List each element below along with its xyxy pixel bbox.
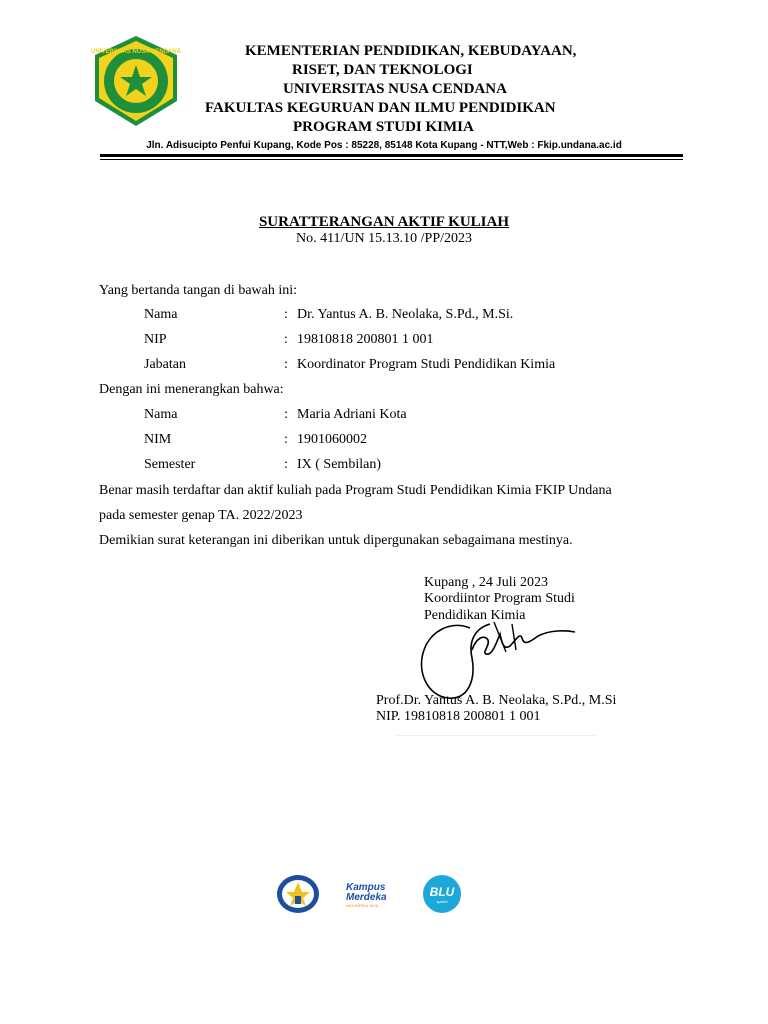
colon: : [284, 457, 288, 472]
merdeka-text: Merdeka [346, 892, 387, 903]
logo-text: UNIVERSITAS NUSA CENDANA [90, 49, 182, 55]
blu-text: BLU [429, 885, 455, 899]
header-line-1: KEMENTERIAN PENDIDIKAN, KEBUDAYAAN, [245, 43, 577, 59]
signer-name: Prof.Dr. Yantus A. B. Neolaka, S.Pd., M.Si [376, 693, 617, 708]
student-nim-value: 1901060002 [297, 432, 367, 447]
kampus-tagline: INDONESIA JAYA [346, 903, 379, 908]
header-divider-thin [100, 159, 683, 160]
signer-name-value: Dr. Yantus A. B. Neolaka, S.Pd., M.Si. [297, 307, 514, 322]
colon: : [284, 357, 288, 372]
address-line: Jln. Adisucipto Penfui Kupang, Kode Pos : 85228, 85148 Kota Kupang - NTT,Web : Fkip.undana.ac.id [146, 140, 622, 151]
body-line-2: pada semester genap TA. 2022/2023 [99, 508, 303, 523]
closing-text: Demikian surat keterangan ini diberikan untuk dipergunakan sebagaimana mestinya. [99, 533, 573, 548]
signature-divider [397, 735, 595, 736]
student-semester-label: Semester [144, 457, 196, 472]
letter-title: SURATTERANGAN AKTIF KULIAH [258, 214, 510, 230]
colon: : [284, 432, 288, 447]
header-line-5: PROGRAM STUDI KIMIA [293, 119, 474, 135]
student-nim-label: NIM [144, 432, 172, 447]
header-line-4: FAKULTAS KEGURUAN DAN ILMU PENDIDIKAN [205, 100, 556, 116]
colon: : [284, 332, 288, 347]
middle-text: Dengan ini menerangkan bahwa: [99, 382, 284, 397]
signer-position-value: Koordinator Program Studi Pendidikan Kimia [297, 357, 556, 372]
signer-nip-value: 19810818 200801 1 001 [297, 332, 434, 347]
header-line-3: UNIVERSITAS NUSA CENDANA [283, 81, 507, 97]
colon: : [284, 407, 288, 422]
signer-position-label: Jabatan [144, 357, 186, 372]
kampus-text: Kampus [346, 882, 386, 893]
letter-number: No. 411/UN 15.13.10 /PP/2023 [295, 231, 473, 246]
university-logo [90, 35, 182, 127]
kampus-merdeka-logo [344, 874, 396, 914]
signer-role-line-1: Koordiintor Program Studi [424, 591, 575, 606]
handwritten-signature [410, 610, 585, 705]
student-name-value: Maria Adriani Kota [297, 407, 407, 422]
student-semester-value: IX ( Sembilan) [297, 457, 381, 472]
tut-wuri-handayani-logo [276, 874, 320, 914]
colon: : [284, 307, 288, 322]
student-name-label: Nama [144, 407, 178, 422]
signer-nip-label: NIP [144, 332, 167, 347]
header-line-2: RISET, DAN TEKNOLOGI [292, 62, 473, 78]
header-divider-thick [100, 154, 683, 157]
signer-name-label: Nama [144, 307, 178, 322]
body-line-1: Benar masih terdaftar dan aktif kuliah pada Program Studi Pendidikan Kimia FKIP Undana [99, 483, 612, 498]
intro-text: Yang bertanda tangan di bawah ini: [99, 283, 298, 298]
signer-nip: NIP. 19810818 200801 1 001 [376, 709, 541, 724]
place-date: Kupang , 24 Juli 2023 [424, 575, 549, 590]
blu-subtext: speed [436, 899, 448, 904]
blu-logo [418, 874, 466, 914]
signer-role-line-2: Pendidikan Kimia [424, 608, 526, 623]
